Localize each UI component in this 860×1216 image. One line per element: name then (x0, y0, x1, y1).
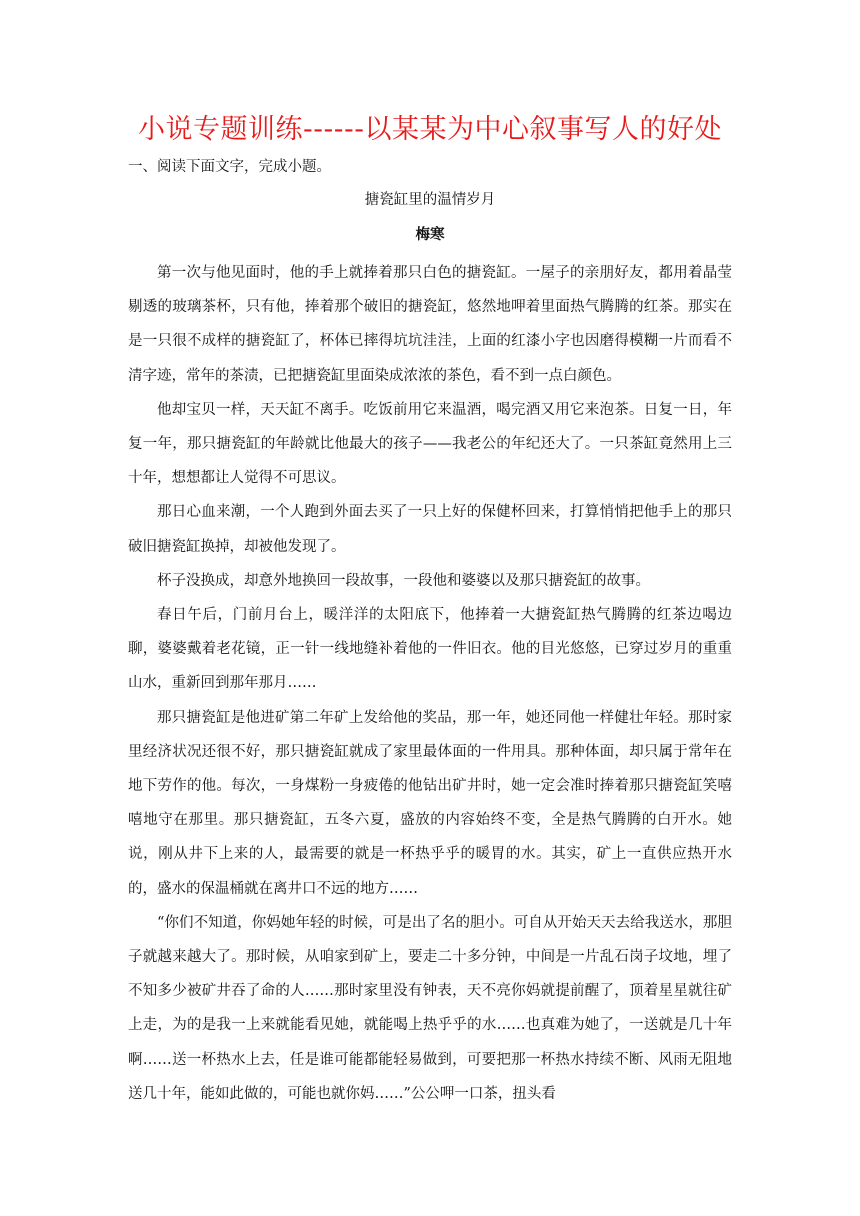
story-paragraph: 春日午后，门前月台上，暖洋洋的太阳底下，他捧着一大搪瓷缸热气腾腾的红茶边喝边聊，婆婆戴着老花镜，正一针一线地缝补着他的一件旧衣。他的目光悠悠，已穿过岁月的重重山水，重新回到那年那月…… (128, 607, 732, 692)
story-paragraph: “你们不知道，你妈她年轻的时候，可是出了名的胆小。可自从开始天天去给我送水，那胆子就越来越大了。那时候，从咱家到矿上，要走二十多分钟，中间是一片乱石岗子坟地，埋了不知多少被矿井吞了命的人……那时家里没有钟表，天不亮你妈就提前醒了，顶着星星就往矿上走，为的是我一上来就能看见她，就能喝上热乎乎的水……也真难为她了，一送就是几十年啊……送一杯热水上去，任是谁可能都能轻易做到，可要把那一杯热水持续不断、风雨无阻地送几十年，能如此做的，可能也就你妈……”公公呷一口茶，扭头看 (128, 914, 732, 1102)
story-body (128, 256, 732, 1111)
story-paragraph: 第一次与他见面时，他的手上就捧着那只白色的搪瓷缸。一屋子的亲朋好友，都用着晶莹剔透的玻璃茶杯，只有他，捧着那个破旧的搪瓷缸，悠然地呷着里面热气腾腾的红茶。那实在是一只很不成样的搪瓷缸了，杯体已摔得坑坑洼洼，上面的红漆小字也因磨得模糊一片而看不清字迹，常年的茶渍，已把搪瓷缸里面染成浓浓的茶色，看不到一点白颜色。 (128, 265, 732, 384)
story-paragraph: 他却宝贝一样，天天缸不离手。吃饭前用它来温酒，喝完酒又用它来泡茶。日复一日，年复一年，那只搪瓷缸的年龄就比他最大的孩子——我老公的年纪还大了。一只茶缸竟然用上三十年，想想都让人觉得不可思议。 (128, 401, 732, 487)
document-title: 小说专题训练------以某某为中心叙事写人的好处 (138, 114, 722, 145)
story-paragraph: 杯子没换成，却意外地换回一段故事，一段他和婆婆以及那只搪瓷缸的故事。 (157, 572, 650, 589)
question-instruction: 一、阅读下面文字，完成小题。 (128, 159, 331, 175)
story-author: 梅寒 (415, 226, 445, 243)
story-paragraph: 那日心血来潮，一个人跑到外面去买了一只上好的保健杯回来，打算悄悄把他手上的那只破旧搪瓷缸换掉，却被他发现了。 (128, 504, 732, 555)
story-title: 搪瓷缸里的温情岁月 (364, 192, 496, 208)
story-paragraph: 那只搪瓷缸是他进矿第二年矿上发给他的奖品，那一年，她还同他一样健壮年轻。那时家里经济状况还很不好，那只搪瓷缸就成了家里最体面的一件用具。那种体面，却只属于常年在地下劳作的他。每次，一身煤粉一身疲倦的他钻出矿井时，她一定会准时捧着那只搪瓷缸笑嘻嘻地守在那里。那只搪瓷缸，五冬六夏，盛放的内容始终不变，全是热气腾腾的白开水。她说，刚从井下上来的人，最需要的就是一杯热乎乎的暖胃的水。其实，矿上一直供应热开水的，盛水的保温桶就在离井口不远的地方…… (128, 709, 732, 897)
